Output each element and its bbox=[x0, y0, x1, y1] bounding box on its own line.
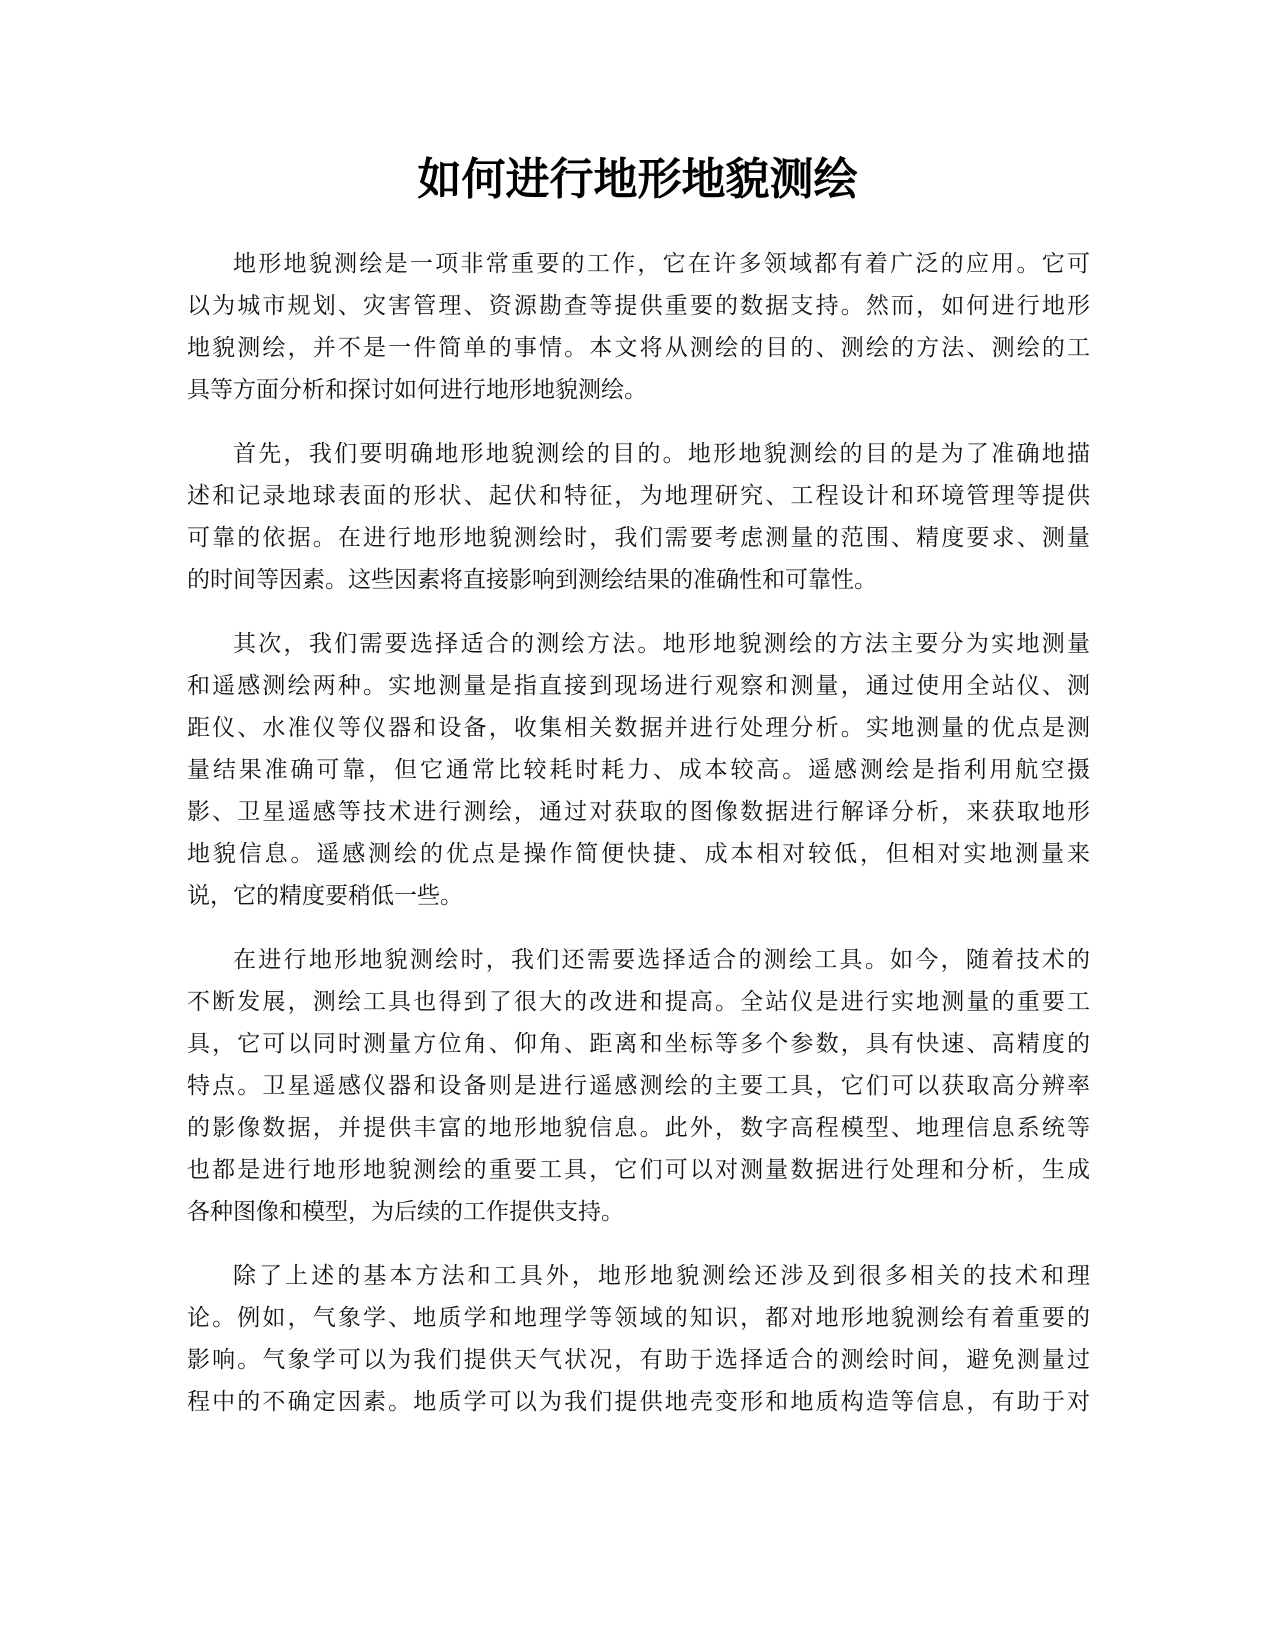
paragraph bbox=[187, 243, 1090, 411]
paragraph-line: 的影像数据，并提供丰富的地形地貌信息。此外，数字高程模型、地理信息系统等 bbox=[187, 1115, 1090, 1141]
paragraph-line: 地形地貌测绘是一项非常重要的工作，它在许多领域都有着广泛的应用。它可 bbox=[233, 251, 1090, 277]
paragraph-line: 影响。气象学可以为我们提供天气状况，有助于选择适合的测绘时间，避免测量过 bbox=[187, 1347, 1090, 1373]
paragraph-line: 具，它可以同时测量方位角、仰角、距离和坐标等多个参数，具有快速、高精度的 bbox=[187, 1031, 1090, 1057]
paragraph-line: 说，它的精度要稍低一些。 bbox=[187, 883, 463, 909]
paragraph bbox=[187, 433, 1090, 601]
paragraph-line: 地貌信息。遥感测绘的优点是操作简便快捷、成本相对较低，但相对实地测量来 bbox=[187, 841, 1090, 867]
paragraph-line: 程中的不确定因素。地质学可以为我们提供地壳变形和地质构造等信息，有助于对 bbox=[187, 1389, 1090, 1415]
paragraph-line: 除了上述的基本方法和工具外，地形地貌测绘还涉及到很多相关的技术和理 bbox=[233, 1263, 1090, 1289]
paragraph-line: 也都是进行地形地貌测绘的重要工具，它们可以对测量数据进行处理和分析，生成 bbox=[187, 1157, 1090, 1183]
paragraph-line: 论。例如，气象学、地质学和地理学等领域的知识，都对地形地貌测绘有着重要的 bbox=[187, 1305, 1090, 1331]
paragraph-line: 量结果准确可靠，但它通常比较耗时耗力、成本较高。遥感测绘是指利用航空摄 bbox=[187, 757, 1090, 783]
paragraph-line: 各种图像和模型，为后续的工作提供支持。 bbox=[187, 1199, 624, 1225]
paragraph-line: 以为城市规划、灾害管理、资源勘查等提供重要的数据支持。然而，如何进行地形 bbox=[187, 293, 1090, 319]
paragraph-line: 首先，我们要明确地形地貌测绘的目的。地形地貌测绘的目的是为了准确地描 bbox=[233, 441, 1090, 467]
paragraph-line: 的时间等因素。这些因素将直接影响到测绘结果的准确性和可靠性。 bbox=[187, 567, 877, 593]
paragraph-line: 距仪、水准仪等仪器和设备，收集相关数据并进行处理分析。实地测量的优点是测 bbox=[187, 715, 1090, 741]
document-body bbox=[187, 243, 1090, 1445]
paragraph bbox=[187, 623, 1090, 917]
paragraph-line: 其次，我们需要选择适合的测绘方法。地形地貌测绘的方法主要分为实地测量 bbox=[233, 631, 1090, 657]
paragraph bbox=[187, 939, 1090, 1233]
paragraph-line: 不断发展，测绘工具也得到了很大的改进和提高。全站仪是进行实地测量的重要工 bbox=[187, 989, 1090, 1015]
paragraph-line: 和遥感测绘两种。实地测量是指直接到现场进行观察和测量，通过使用全站仪、测 bbox=[187, 673, 1090, 699]
paragraph-line: 可靠的依据。在进行地形地貌测绘时，我们需要考虑测量的范围、精度要求、测量 bbox=[187, 525, 1090, 551]
paragraph-line: 特点。卫星遥感仪器和设备则是进行遥感测绘的主要工具，它们可以获取高分辨率 bbox=[187, 1073, 1090, 1099]
paragraph-line: 影、卫星遥感等技术进行测绘，通过对获取的图像数据进行解译分析，来获取地形 bbox=[187, 799, 1090, 825]
paragraph-line: 述和记录地球表面的形状、起伏和特征，为地理研究、工程设计和环境管理等提供 bbox=[187, 483, 1090, 509]
paragraph-line: 具等方面分析和探讨如何进行地形地貌测绘。 bbox=[187, 377, 647, 403]
paragraph-line: 在进行地形地貌测绘时，我们还需要选择适合的测绘工具。如今，随着技术的 bbox=[233, 947, 1090, 973]
paragraph-line: 地貌测绘，并不是一件简单的事情。本文将从测绘的目的、测绘的方法、测绘的工 bbox=[187, 335, 1090, 361]
document-title: 如何进行地形地貌测绘 bbox=[417, 154, 858, 205]
paragraph bbox=[187, 1255, 1090, 1423]
